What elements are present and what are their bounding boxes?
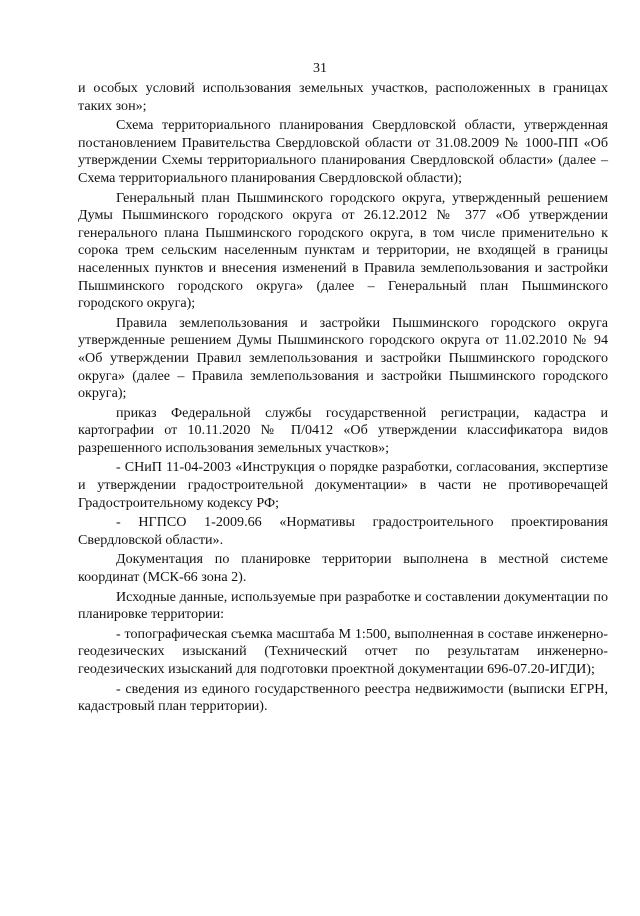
paragraph-regional-planning-scheme: Схема территориального планирования Свердловской области, утвержденная постановлением Правительства Свердловской области от 31.08.2009 № 1000-ПП «Об утверждении Схемы территориального планирования Свердловской области» (далее – Схема территориального планирования Свердловской области); — [78, 117, 608, 186]
paragraph-rosreestr-order: приказ Федеральной службы государственной регистрации, кадастра и картографии от 10.11.2020 № П/0412 «Об утверждении классификатора видов разрешенного использования земельных участков»; — [78, 404, 608, 456]
paragraph-topographic-survey: - топографическая съемка масштаба М 1:500, выполненная в составе инженерно-геодезических изысканий (Технический отчет по результатам инженерно-геодезических изысканий для подготовки проектной документации 696-07.20-ИГДИ); — [78, 625, 608, 677]
paragraph-coordinate-system: Документация по планировке территории выполнена в местной системе координат (МСК-66 зона 2). — [78, 551, 608, 586]
paragraph-land-use-rules: Правила землепользования и застройки Пышминского городского округа утвержденные решением Думы Пышминского городского округа от 11.02.2010 № 94 «Об утверждении Правил землепользования и застройки Пышминского городского округа» (далее – Правила землепользования и застройки Пышминского городского округа); — [78, 314, 608, 402]
page-number: 31 — [313, 61, 327, 76]
paragraph-egrn-data: - сведения из единого государственного реестра недвижимости (выписки ЕГРН, кадастровый план территории). — [78, 680, 608, 715]
paragraph-source-data: Исходные данные, используемые при разработке и составлении документации по планировке территории: — [78, 588, 608, 623]
document-body — [78, 80, 608, 718]
paragraph-snip: - СНиП 11-04-2003 «Инструкция о порядке разработки, согласования, экспертизе и утверждении градостроительной документации» в части не противоречащей Градостроительному кодексу РФ; — [78, 459, 608, 511]
paragraph-ngpso: - НГПСО 1-2009.66 «Нормативы градостроительного проектирования Свердловской области». — [78, 514, 608, 548]
paragraph-zones-continuation: и особых условий использования земельных участков, расположенных в границах таких зон»; — [78, 80, 608, 114]
paragraph-general-plan: Генеральный план Пышминского городского округа, утвержденный решением Думы Пышминского городского округа от 26.12.2012 № 377 «Об утверждении генерального плана Пышминского городского округа, в том числе применительно к сорока трем сельским населенным пунктам и территории, не входящей в границы населенных пунктов и внесения изменений в Правила землепользования и застройки Пышминского городского округа» (далее – Генеральный план Пышминского городского округа); — [78, 189, 608, 312]
